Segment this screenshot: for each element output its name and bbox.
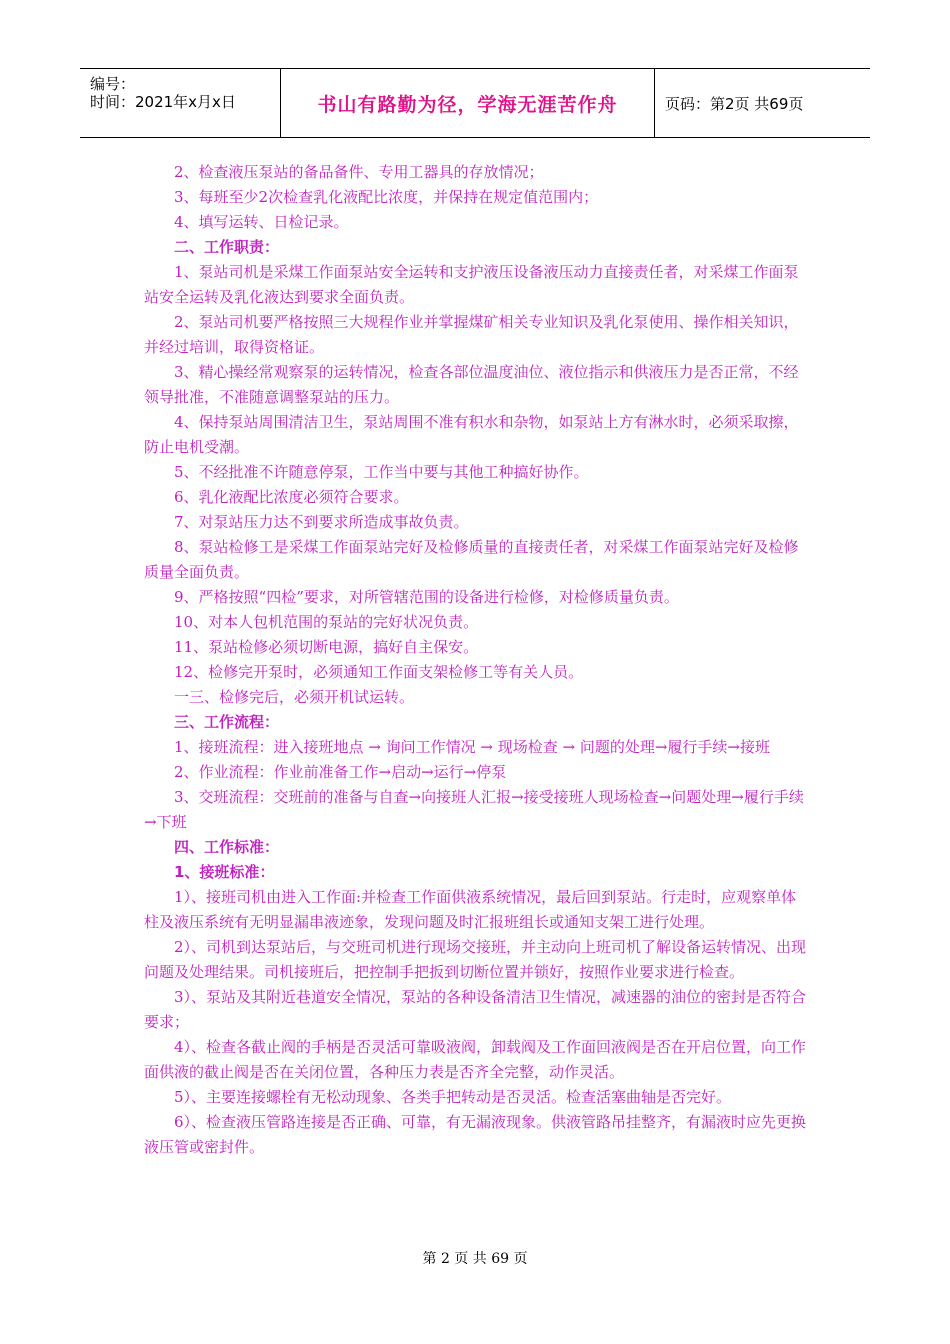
body-paragraph: 2、作业流程：作业前准备工作→启动→运行→停泵	[174, 763, 507, 781]
body-paragraph: 1、泵站司机是采煤工作面泵站安全运转和支护液压设备液压动力直接责任者，对采煤工作面泵站安全运转及乳化液达到要求全面负责。	[144, 263, 799, 306]
header-page-cell	[655, 69, 870, 137]
document-code-label: 编号：	[90, 75, 136, 93]
body-paragraph: 4）、检查各截止阀的手柄是否灵活可靠吸液阀，卸载阀及工作面回液阀是否在开启位置，向工作面供液的截止阀是否在关闭位置，各种压力表是否齐全完整，动作灵活。	[144, 1038, 807, 1081]
body-paragraph: 2）、司机到达泵站后，与交班司机进行现场交接班，并主动向上班司机了解设备运转情况、出现问题及处理结果。司机接班后，把控制手把扳到切断位置并锁好，按照作业要求进行检查。	[144, 938, 807, 981]
document-time-label: 时间：2021年x月x日	[90, 93, 236, 111]
body-paragraph: 10、对本人包机范围的泵站的完好状况负责。	[174, 613, 479, 631]
body-paragraph: 3、交班流程：交班前的准备与自查→向接班人汇报→接受接班人现场检查→问题处理→履行手续→下班	[144, 788, 804, 831]
body-paragraph: 1）、接班司机由进入工作面:并检查工作面供液系统情况，最后回到泵站。行走时，应观察单体柱及液压系统有无明显漏串液迹象，发现问题及时汇报班组长或通知支架工进行处理。	[144, 888, 797, 931]
page-header	[80, 68, 870, 138]
body-paragraph: 4、填写运转、日检记录。	[174, 213, 349, 231]
section-heading: 四、工作标准：	[174, 838, 280, 856]
header-motto-cell	[281, 69, 655, 137]
body-paragraph: 1、接班流程：进入接班地点 → 询问工作情况 → 现场检查 → 问题的处理→履行手续→接班	[174, 738, 770, 756]
header-motto: 书山有路勤为径，学海无涯苦作舟	[317, 93, 618, 116]
body-paragraph: 6、乳化液配比浓度必须符合要求。	[174, 488, 409, 506]
body-paragraph: 3、每班至少2次检查乳化液配比浓度，并保持在规定值范围内；	[174, 188, 599, 206]
body-paragraph: 7、对泵站压力达不到要求所造成事故负责。	[174, 513, 469, 531]
header-meta-cell	[80, 69, 281, 137]
body-paragraph: 一三、检修完后，必须开机试运转。	[174, 688, 415, 706]
section-heading: 1、接班标准：	[174, 863, 275, 881]
body-paragraph: 5、不经批准不许随意停泵，工作当中要与其他工种搞好协作。	[174, 463, 589, 481]
header-page-info: 页码：第2页 共69页	[665, 94, 804, 113]
body-paragraph: 2、检查液压泵站的备品备件、专用工器具的存放情况；	[174, 163, 544, 181]
body-paragraph: 8、泵站检修工是采煤工作面泵站完好及检修质量的直接责任者，对采煤工作面泵站完好及检修质量全面负责。	[144, 538, 799, 581]
body-paragraph: 2、泵站司机要严格按照三大规程作业并掌握煤矿相关专业知识及乳化泵使用、操作相关知识，并经过培训，取得资格证。	[144, 313, 799, 356]
section-heading: 二、工作职责：	[174, 238, 280, 256]
body-paragraph: 12、检修完开泵时，必须通知工作面支架检修工等有关人员。	[174, 663, 584, 681]
body-paragraph: 4、保持泵站周围清洁卫生，泵站周围不准有积水和杂物，如泵站上方有淋水时，必须采取擦，防止电机受潮。	[144, 413, 799, 456]
document-body	[144, 160, 808, 1160]
body-paragraph: 6）、检查液压管路连接是否正确、可靠，有无漏液现象。供液管路吊挂整齐，有漏液时应先更换液压管或密封件。	[144, 1113, 807, 1156]
page-footer: 第 2 页 共 69 页	[422, 1251, 528, 1267]
body-paragraph: 5）、主要连接螺栓有无松动现象、各类手把转动是否灵活。检查活塞曲轴是否完好。	[174, 1088, 732, 1106]
section-heading: 三、工作流程：	[174, 713, 280, 731]
body-paragraph: 3、精心操经常观察泵的运转情况，检查各部位温度油位、液位指示和供液压力是否正常，不经领导批准，不准随意调整泵站的压力。	[144, 363, 799, 406]
body-paragraph: 11、泵站检修必须切断电源，搞好自主保安。	[174, 638, 479, 656]
body-paragraph: 3）、泵站及其附近巷道安全情况，泵站的各种设备清洁卫生情况，减速器的油位的密封是否符合要求；	[144, 988, 807, 1031]
body-paragraph: 9、严格按照“四检”要求，对所管辖范围的设备进行检修，对检修质量负责。	[174, 588, 679, 606]
